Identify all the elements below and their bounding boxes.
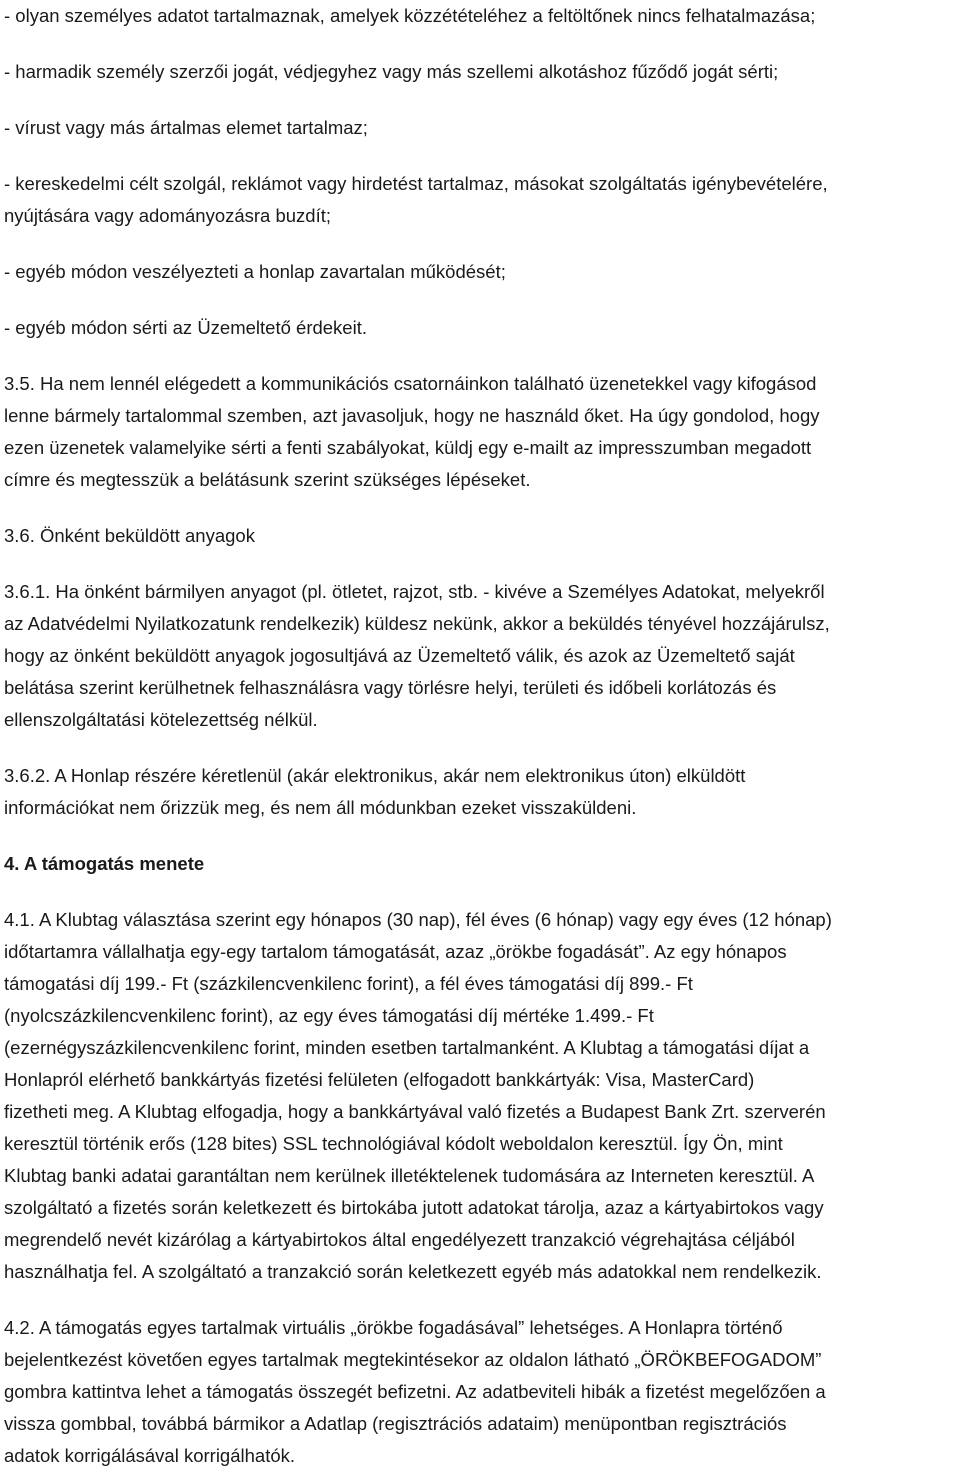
text-line: információkat nem őrizzük meg, és nem áll módunkban ezeket visszaküldeni. [4, 797, 637, 818]
text-line: hogy az önként beküldött anyagok jogosultjává az Üzemeltető válik, és azok az Üzemeltető saját [4, 645, 795, 666]
text-line: - egyéb módon sérti az Üzemeltető érdekeit. [4, 317, 367, 338]
text-line: gombra kattintva lehet a támogatás összegét befizetni. Az adatbeviteli hibák a fizetést megelőzően a [4, 1381, 826, 1402]
text-line: Honlapról elérhető bankkártyás fizetési felületen (elfogadott bankkártyák: Visa, MasterCard) [4, 1069, 755, 1090]
text-line: Klubtag banki adatai garantáltan nem kerülnek illetéktelenek tudomására az Interneten keresztül. A [4, 1165, 815, 1186]
text-line: támogatási díj 199.- Ft (százkilencvenkilenc forint), a fél éves támogatási díj 899.- Ft [4, 973, 693, 994]
text-line: 3.6.1. Ha önként bármilyen anyagot (pl. ötletet, rajzot, stb. - kivéve a Személyes Adatokat, melyekről [4, 581, 825, 602]
text-line: 3.6.2. A Honlap részére kéretlenül (akár elektronikus, akár nem elektronikus úton) elküldött [4, 765, 746, 786]
text-line: 4.2. A támogatás egyes tartalmak virtuális „örökbe fogadásával” lehetséges. A Honlapra történő [4, 1317, 783, 1338]
text-line: használhatja fel. A szolgáltató a tranzakció során keletkezett egyéb más adatokkal nem rendelkezik. [4, 1261, 822, 1282]
text-line: keresztül történik erős (128 bites) SSL technológiával kódolt weboldalon keresztül. Így Ön, mint [4, 1133, 783, 1154]
text-line: - harmadik személy szerzői jogát, védjegyhez vagy más szellemi alkotáshoz fűződő jogát sérti; [4, 61, 779, 82]
text-line: ellenszolgáltatási kötelezettség nélkül. [4, 709, 318, 730]
text-line: címre és megtesszük a belátásunk szerint szükséges lépéseket. [4, 469, 531, 490]
text-line: 4.1. A Klubtag választása szerint egy hónapos (30 nap), fél éves (6 hónap) vagy egy éves (12 hónap) [4, 909, 832, 930]
text-line: bejelentkezést követően egyes tartalmak megtekintésekor az oldalon látható „ÖRÖKBEFOGADOM” [4, 1349, 822, 1370]
text-line: lenne bármely tartalommal szemben, azt javasoljuk, hogy ne használd őket. Ha úgy gondolod, hogy [4, 405, 820, 426]
section-heading: 4. A támogatás menete [4, 853, 205, 874]
text-line: - olyan személyes adatot tartalmaznak, amelyek közzétételéhez a feltöltőnek nincs felhatalmazása; [4, 5, 816, 26]
text-line: belátása szerint kerülhetnek felhasználásra vagy törlésre helyi, területi és időbeli korlátozás és [4, 677, 777, 698]
document-page [4, 0, 958, 1472]
text-line: - egyéb módon veszélyezteti a honlap zavartalan működését; [4, 261, 506, 282]
text-line: az Adatvédelmi Nyilatkozatunk rendelkezik) küldesz nekünk, akkor a beküldés tényével hozzájárulsz, [4, 613, 830, 634]
text-line: (nyolcszázkilencvenkilenc forint), az egy éves támogatási díj mértéke 1.499.- Ft [4, 1005, 654, 1026]
text-line: - kereskedelmi célt szolgál, reklámot vagy hirdetést tartalmaz, másokat szolgáltatás igénybevételére, [4, 173, 828, 194]
text-line: megrendelő nevét kizárólag a kártyabirtokos által engedélyezett tranzakció végrehajtása céljából [4, 1229, 795, 1250]
text-line: (ezernégyszázkilencvenkilenc forint, minden esetben tartalmanként. A Klubtag a támogatási díjat a [4, 1037, 810, 1058]
text-line: vissza gombbal, továbbá bármikor a Adatlap (regisztrációs adataim) menüpontban regisztrációs [4, 1413, 787, 1434]
text-line: ezen üzenetek valamelyike sérti a fenti szabályokat, küldj egy e-mailt az impresszumban megadott [4, 437, 812, 458]
section-heading: 3.6. Önként beküldött anyagok [4, 525, 255, 546]
text-line: - vírust vagy más ártalmas elemet tartalmaz; [4, 117, 368, 138]
text-line: fizetheti meg. A Klubtag elfogadja, hogy a bankkártyával való fizetés a Budapest Bank Zrt. szerverén [4, 1101, 826, 1122]
text-line: adatok korrigálásával korrigálhatók. [4, 1445, 296, 1466]
text-line: időtartamra vállalhatja egy-egy tartalom támogatását, azaz „örökbe fogadását”. Az egy hónapos [4, 941, 787, 962]
text-line: nyújtására vagy adományozásra buzdít; [4, 205, 332, 226]
text-line: szolgáltató a fizetés során keletkezett és birtokába jutott adatokat tárolja, azaz a kártyabirtokos vagy [4, 1197, 824, 1218]
text-line: 3.5. Ha nem lennél elégedett a kommunikációs csatornáinkon található üzenetekkel vagy kifogásod [4, 373, 817, 394]
